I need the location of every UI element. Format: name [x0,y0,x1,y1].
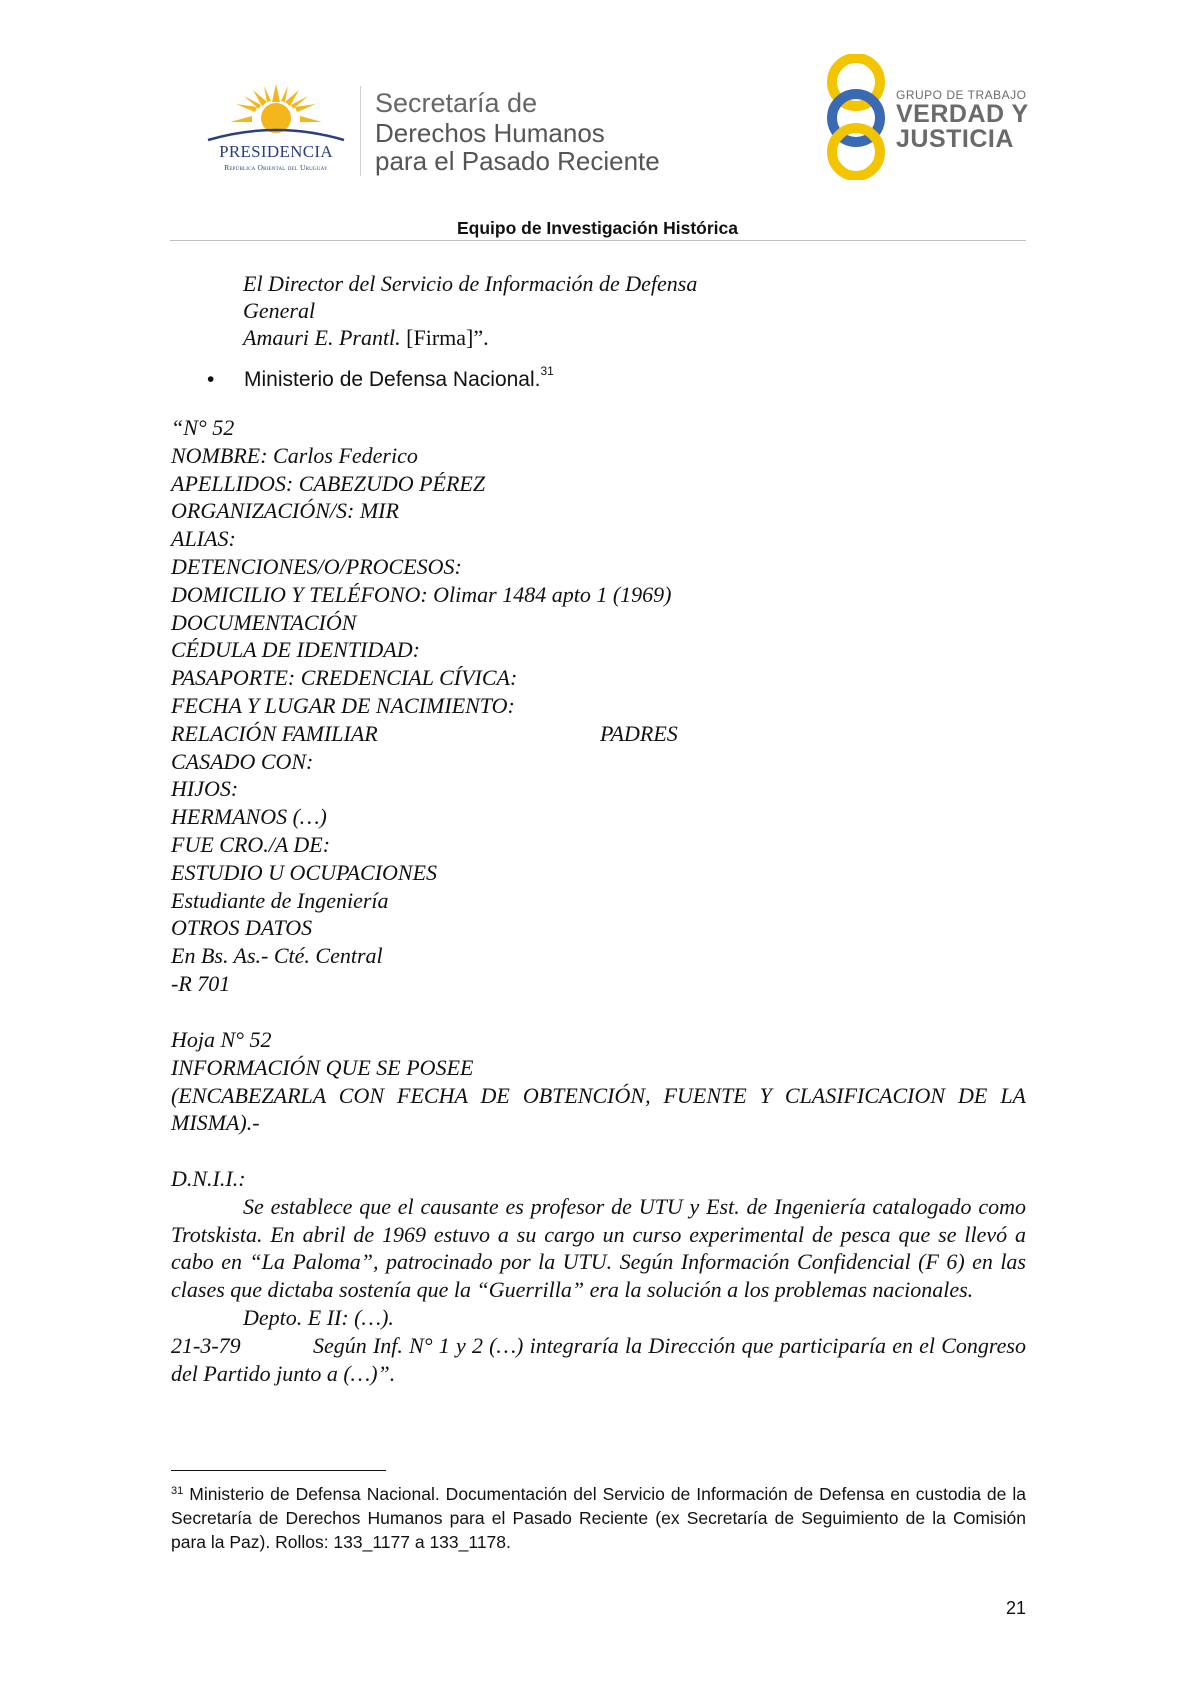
gt-line-2: VERDAD Y [896,100,1029,128]
presidencia-subtitle: República Oriental del Uruguay [224,163,328,172]
record-line: PASAPORTE: CREDENCIAL CÍVICA: [171,665,518,691]
record-line-relacion [171,720,678,748]
record-line: FECHA Y LUGAR DE NACIMIENTO: [171,692,515,718]
record-line: OTROS DATOS [171,915,313,941]
secretaria-line-3: para el Pasado Reciente [375,146,660,176]
footnote-text: Ministerio de Defensa Nacional. Documentación del Servicio de Información de Defensa en custodia de la Secretaría de Derechos Humanos para el Pasado Reciente (ex Secretaría de Seguimiento de la Comisión para la Paz). Rollos: 133_1177 a 133_1178. [171,1484,1026,1552]
dnii-dated-entry [171,1332,1026,1388]
secretaria-line-1: Secretaría de [375,88,538,118]
signature-block [243,270,697,351]
entry-text: Según Inf. N° 1 y 2 (…) integraría la Dirección que participaría en el Congreso del Partido junto a (…)”. [171,1332,1026,1386]
firma-mark: [Firma]”. [406,325,489,350]
secretaria-title [375,88,660,175]
hoja-line-1: Hoja N° 52 [171,1027,272,1052]
record-line: ALIAS: [171,526,236,552]
dnii-block [171,1165,1026,1387]
record-line: HIJOS: [171,776,239,802]
gt-line-1: GRUPO DE TRABAJO [896,88,1027,102]
record-line: APELLIDOS: CABEZUDO PÉREZ [171,470,486,496]
record-line: -R 701 [171,970,231,996]
record-line: “N° 52 [171,415,235,440]
record-line: RELACIÓN FAMILIAR [171,720,378,746]
record-line: HERMANOS (…) [171,804,327,830]
hoja-block [171,1026,1026,1137]
bullet-text: Ministerio de Defensa Nacional.$^{31}$ [244,364,554,391]
record-line: ORGANIZACIÓN/S: MIR [171,498,399,524]
signature-line-2: General [243,298,316,323]
dnii-label: D.N.I.I.: [171,1166,246,1191]
record-line: NOMBRE: Carlos Federico [171,442,418,468]
footnote-rule [171,1470,386,1471]
header-divider [360,86,361,176]
padres-label: PADRES [600,720,678,746]
footnote-ref: 31 [540,364,554,378]
record-card [171,414,678,998]
signature-line-1: El Director del Servicio de Información de Defensa [243,271,698,296]
entry-date: 21-3-79 [171,1332,241,1358]
dnii-paragraph: Se establece que el causante es profesor de UTU y Est. de Ingeniería catalogado como Trotskista. En abril de 1969 estuvo a su cargo un curso experimental de pesca que se llevó a cabo en “La Paloma”, patrocinado por la UTU. Según Información Confidencial (F 6) en las clases que dictaba sostenía que la “Guerrilla” era la solución a los problemas nacionales. [171,1193,1026,1303]
record-line: ESTUDIO U OCUPACIONES [171,859,438,885]
record-line: CASADO CON: [171,748,314,774]
secretaria-line-2: Derechos Humanos [375,118,605,148]
record-line: DOMICILIO Y TELÉFONO: Olimar 1484 apto 1 (1969) [171,581,672,607]
footnote-number: 31 [171,1485,184,1497]
header-rule [170,240,1026,241]
hoja-line-3: (ENCABEZARLA CON FECHA DE OBTENCIÓN, FUENTE Y CLASIFICACION DE LA MISMA).- [171,1082,1026,1136]
grupo-trabajo-title [896,88,1029,152]
record-line: Estudiante de Ingeniería [171,887,389,913]
presidencia-wordmark: PRESIDENCIA [219,142,333,161]
team-heading: Equipo de Investigación Histórica [456,218,739,238]
record-line: FUE CRO./A DE: [171,831,331,857]
presidencia-logo [196,82,356,182]
page-number: 21 [1005,1598,1026,1618]
signatory-name: Amauri E. Prantl. [243,325,401,350]
dnii-depto: Depto. E II: (…). [243,1304,394,1330]
record-line: En Bs. As.- Cté. Central [171,943,383,969]
bullet-icon: • [207,368,215,391]
footnote [171,1482,1026,1554]
signature-line-3 [243,324,697,351]
gt-line-3: JUSTICIA [896,125,1014,153]
record-line: DETENCIONES/O/PROCESOS: [171,553,462,579]
hoja-line-2: INFORMACIÓN QUE SE POSEE [171,1054,474,1080]
record-line: CÉDULA DE IDENTIDAD: [171,637,420,663]
record-line: DOCUMENTACIÓN [171,609,357,635]
